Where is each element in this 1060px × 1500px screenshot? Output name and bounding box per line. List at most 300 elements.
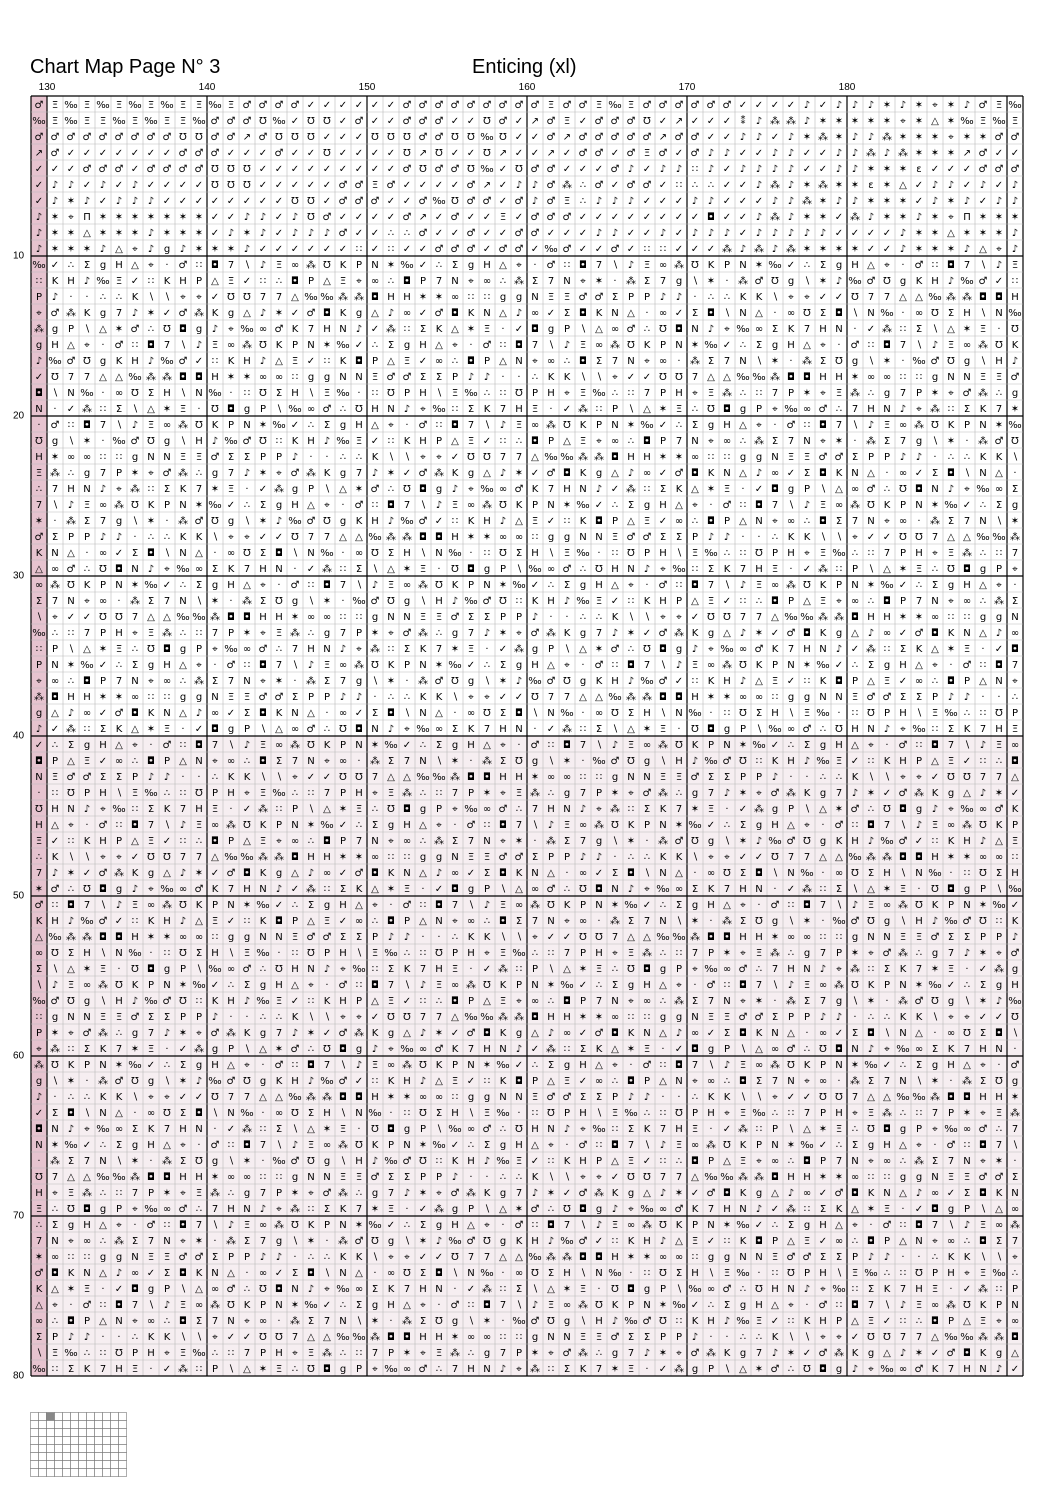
svg-text:7: 7 bbox=[84, 372, 90, 383]
svg-text:∴: ∴ bbox=[484, 660, 490, 671]
svg-text:Σ: Σ bbox=[164, 1012, 170, 1023]
svg-text:g: g bbox=[564, 1316, 570, 1327]
svg-text:Σ: Σ bbox=[308, 1316, 314, 1327]
svg-text:♂: ♂ bbox=[467, 228, 476, 239]
svg-text:∖: ∖ bbox=[756, 724, 762, 735]
svg-text:✶: ✶ bbox=[419, 1236, 427, 1247]
svg-text:‰: ‰ bbox=[336, 436, 349, 447]
svg-text:⁂: ⁂ bbox=[178, 419, 188, 431]
svg-text:✓: ✓ bbox=[35, 1108, 43, 1119]
svg-text:‰: ‰ bbox=[880, 580, 893, 591]
svg-text:Ξ: Ξ bbox=[996, 100, 1002, 111]
svg-text:P: P bbox=[772, 548, 778, 559]
svg-text:∞: ∞ bbox=[307, 404, 315, 415]
svg-text:♪: ♪ bbox=[532, 1188, 538, 1199]
svg-text:H: H bbox=[451, 1108, 459, 1119]
svg-text:g: g bbox=[612, 772, 618, 783]
svg-text:·: · bbox=[997, 1060, 1000, 1071]
svg-text:g: g bbox=[180, 644, 186, 655]
svg-text:∷: ∷ bbox=[372, 964, 378, 975]
svg-text:H: H bbox=[67, 276, 75, 287]
svg-text:∞: ∞ bbox=[851, 596, 859, 607]
svg-text:∖: ∖ bbox=[324, 484, 330, 495]
svg-text:P: P bbox=[916, 756, 922, 767]
svg-text:△: △ bbox=[835, 484, 843, 495]
svg-text:◘: ◘ bbox=[243, 1140, 251, 1151]
svg-text:✶: ✶ bbox=[451, 1332, 459, 1343]
svg-text:∞: ∞ bbox=[675, 1252, 683, 1263]
svg-text:N: N bbox=[451, 276, 458, 287]
svg-text:∞: ∞ bbox=[355, 1284, 363, 1295]
svg-text:Ξ: Ξ bbox=[436, 1348, 442, 1359]
svg-text:Ʊ: Ʊ bbox=[227, 292, 235, 303]
svg-text:K: K bbox=[676, 1220, 683, 1231]
svg-text:∖: ∖ bbox=[68, 852, 74, 863]
svg-text:·: · bbox=[69, 1300, 72, 1311]
svg-text:K: K bbox=[868, 1188, 875, 1199]
svg-text:·: · bbox=[645, 1364, 648, 1375]
svg-text:7: 7 bbox=[916, 596, 922, 607]
svg-text:✓: ✓ bbox=[755, 1220, 763, 1231]
svg-text:✓: ✓ bbox=[931, 164, 939, 175]
svg-text:△: △ bbox=[995, 1204, 1003, 1215]
svg-text:Ʊ: Ʊ bbox=[195, 788, 203, 799]
svg-text:g: g bbox=[244, 404, 250, 415]
svg-text:∖: ∖ bbox=[84, 852, 90, 863]
svg-text:↗: ↗ bbox=[419, 148, 427, 159]
svg-text:♂: ♂ bbox=[659, 676, 668, 687]
svg-text:♪: ♪ bbox=[484, 900, 490, 911]
svg-text:⌖: ⌖ bbox=[740, 900, 746, 911]
svg-text:7: 7 bbox=[388, 1188, 394, 1199]
svg-text:g: g bbox=[116, 884, 122, 895]
svg-text:△: △ bbox=[499, 1252, 507, 1263]
svg-text:∞: ∞ bbox=[67, 452, 75, 463]
svg-text:P: P bbox=[676, 596, 682, 607]
svg-text:∞: ∞ bbox=[275, 1108, 283, 1119]
svg-text:K: K bbox=[612, 612, 619, 623]
svg-text:‰: ‰ bbox=[160, 100, 173, 111]
svg-text:Ξ: Ξ bbox=[692, 548, 698, 559]
svg-text:g: g bbox=[708, 420, 714, 431]
svg-text:♂: ♂ bbox=[179, 1204, 188, 1215]
svg-text:‰: ‰ bbox=[480, 484, 493, 495]
svg-text:♂: ♂ bbox=[35, 900, 44, 911]
svg-text:∴: ∴ bbox=[900, 1060, 906, 1071]
svg-text:✓: ✓ bbox=[691, 212, 699, 223]
svg-text:‰: ‰ bbox=[752, 1108, 765, 1119]
svg-text:♂: ♂ bbox=[819, 404, 828, 415]
svg-text:P: P bbox=[964, 1204, 970, 1215]
svg-text:P: P bbox=[900, 596, 906, 607]
svg-text:P: P bbox=[164, 500, 170, 511]
svg-text:♪: ♪ bbox=[660, 1188, 666, 1199]
svg-text:H: H bbox=[483, 260, 491, 271]
svg-text:Ξ: Ξ bbox=[52, 772, 58, 783]
svg-text:✶: ✶ bbox=[627, 1252, 635, 1263]
svg-text:g: g bbox=[820, 788, 826, 799]
svg-text:7: 7 bbox=[292, 756, 298, 767]
svg-text:Ʊ: Ʊ bbox=[787, 1268, 795, 1279]
svg-text:∷: ∷ bbox=[516, 964, 522, 975]
svg-text:g: g bbox=[532, 644, 538, 655]
svg-text:N: N bbox=[963, 900, 970, 911]
svg-text:⌖: ⌖ bbox=[532, 932, 538, 943]
svg-text:◘: ◘ bbox=[835, 308, 843, 319]
svg-text:⁂: ⁂ bbox=[930, 515, 940, 527]
svg-text:♪: ♪ bbox=[836, 1012, 842, 1023]
svg-text:♪: ♪ bbox=[116, 900, 122, 911]
svg-text:Ʊ: Ʊ bbox=[835, 356, 843, 367]
svg-text:⁂: ⁂ bbox=[322, 1347, 332, 1359]
svg-text:H: H bbox=[371, 404, 379, 415]
svg-text:♂: ♂ bbox=[307, 516, 316, 527]
svg-text:Ʊ: Ʊ bbox=[387, 1012, 395, 1023]
svg-text:♪: ♪ bbox=[868, 836, 874, 847]
svg-text:✓: ✓ bbox=[531, 580, 539, 591]
svg-text:♪: ♪ bbox=[212, 436, 218, 447]
svg-text:✓: ✓ bbox=[1011, 788, 1019, 799]
svg-text:Ʊ: Ʊ bbox=[851, 292, 859, 303]
svg-text:∴: ∴ bbox=[1012, 1268, 1018, 1279]
svg-text:Ξ: Ξ bbox=[564, 820, 570, 831]
svg-text:Ʊ: Ʊ bbox=[867, 500, 875, 511]
svg-text:K: K bbox=[468, 724, 475, 735]
svg-text:∷: ∷ bbox=[900, 372, 906, 383]
svg-text:∞: ∞ bbox=[531, 420, 539, 431]
svg-text:♂: ♂ bbox=[419, 420, 428, 431]
svg-text:✶: ✶ bbox=[947, 116, 955, 127]
svg-text:N: N bbox=[787, 868, 794, 879]
svg-text:✓: ✓ bbox=[291, 244, 299, 255]
svg-text:∷: ∷ bbox=[308, 788, 314, 799]
svg-text:Ʊ: Ʊ bbox=[243, 180, 251, 191]
svg-text:⌖: ⌖ bbox=[308, 1188, 314, 1199]
svg-text:Ʊ: Ʊ bbox=[467, 164, 475, 175]
svg-text:∴: ∴ bbox=[932, 676, 938, 687]
svg-text:7: 7 bbox=[164, 1124, 170, 1135]
svg-text:△: △ bbox=[579, 644, 587, 655]
svg-text:‰: ‰ bbox=[480, 1012, 493, 1023]
svg-text:⌖: ⌖ bbox=[564, 660, 570, 671]
svg-text:✓: ✓ bbox=[419, 180, 427, 191]
svg-text:✓: ✓ bbox=[547, 516, 555, 527]
svg-text:Ξ: Ξ bbox=[676, 1140, 682, 1151]
svg-text:K: K bbox=[308, 1220, 315, 1231]
svg-text:✶: ✶ bbox=[723, 1220, 731, 1231]
svg-text:△: △ bbox=[723, 628, 731, 639]
svg-text:7: 7 bbox=[276, 292, 282, 303]
svg-text:✶: ✶ bbox=[931, 212, 939, 223]
svg-text:⁂: ⁂ bbox=[322, 563, 332, 575]
svg-text:Ʊ: Ʊ bbox=[499, 500, 507, 511]
svg-text:‰: ‰ bbox=[272, 116, 285, 127]
svg-text:⁂: ⁂ bbox=[610, 803, 620, 815]
svg-text:∖: ∖ bbox=[724, 580, 730, 591]
svg-text:∷: ∷ bbox=[708, 452, 714, 463]
svg-text:△: △ bbox=[963, 1060, 971, 1071]
svg-text:‰: ‰ bbox=[624, 1316, 637, 1327]
svg-text:♂: ♂ bbox=[419, 196, 428, 207]
svg-text:∖: ∖ bbox=[260, 724, 266, 735]
svg-text:⌖: ⌖ bbox=[948, 132, 954, 143]
svg-text:∴: ∴ bbox=[436, 628, 442, 639]
svg-text:·: · bbox=[453, 1284, 456, 1295]
svg-text:✓: ✓ bbox=[627, 228, 635, 239]
svg-text:◘: ◘ bbox=[115, 932, 123, 943]
svg-text:✶: ✶ bbox=[243, 372, 251, 383]
svg-text:◘: ◘ bbox=[179, 324, 187, 335]
svg-text:⌖: ⌖ bbox=[676, 612, 682, 623]
svg-text:✓: ✓ bbox=[675, 196, 683, 207]
svg-text:g: g bbox=[500, 1188, 506, 1199]
svg-text:♂: ♂ bbox=[435, 132, 444, 143]
svg-text:∷: ∷ bbox=[484, 292, 490, 303]
svg-text:·: · bbox=[821, 916, 824, 927]
svg-text:∷: ∷ bbox=[612, 548, 618, 559]
svg-text:✓: ✓ bbox=[547, 932, 555, 943]
svg-text:∴: ∴ bbox=[532, 948, 538, 959]
svg-text:✓: ✓ bbox=[467, 116, 475, 127]
svg-text:✶: ✶ bbox=[1011, 1092, 1019, 1103]
svg-text:✓: ✓ bbox=[275, 196, 283, 207]
svg-text:Ξ: Ξ bbox=[900, 884, 906, 895]
svg-text:g: g bbox=[436, 484, 442, 495]
svg-text:·: · bbox=[949, 868, 952, 879]
svg-text:∖: ∖ bbox=[148, 292, 154, 303]
svg-text:∷: ∷ bbox=[916, 740, 922, 751]
svg-text:·: · bbox=[629, 1060, 632, 1071]
svg-text:‰: ‰ bbox=[384, 1364, 397, 1375]
svg-text:△: △ bbox=[307, 916, 315, 927]
svg-text:H: H bbox=[995, 724, 1003, 735]
svg-text:♪: ♪ bbox=[868, 420, 874, 431]
svg-text:∷: ∷ bbox=[740, 500, 746, 511]
svg-text:✶: ✶ bbox=[995, 788, 1003, 799]
svg-text:Σ: Σ bbox=[436, 372, 442, 383]
svg-text:N: N bbox=[483, 580, 490, 591]
svg-text:✓: ✓ bbox=[147, 180, 155, 191]
svg-text:△: △ bbox=[771, 1300, 779, 1311]
svg-text:✓: ✓ bbox=[211, 212, 219, 223]
svg-text:Σ: Σ bbox=[628, 708, 634, 719]
svg-text:N: N bbox=[371, 260, 378, 271]
svg-text:Ξ: Ξ bbox=[612, 1220, 618, 1231]
svg-text:g: g bbox=[836, 628, 842, 639]
svg-text:g: g bbox=[708, 836, 714, 847]
svg-text:N: N bbox=[179, 596, 186, 607]
svg-text:‰: ‰ bbox=[928, 868, 941, 879]
svg-text:H: H bbox=[611, 676, 619, 687]
svg-text:△: △ bbox=[371, 996, 379, 1007]
svg-text:∷: ∷ bbox=[884, 1172, 890, 1183]
svg-text:P: P bbox=[484, 884, 490, 895]
svg-text:∴: ∴ bbox=[52, 628, 58, 639]
svg-text:∞: ∞ bbox=[403, 1364, 411, 1375]
svg-text:H: H bbox=[947, 1060, 955, 1071]
svg-text:✓: ✓ bbox=[291, 420, 299, 431]
svg-text:∞: ∞ bbox=[595, 340, 603, 351]
svg-text:∷: ∷ bbox=[900, 1268, 906, 1279]
svg-text:Ξ: Ξ bbox=[212, 916, 218, 927]
svg-text:♪: ♪ bbox=[756, 212, 762, 223]
svg-text:✶: ✶ bbox=[915, 148, 923, 159]
svg-text:P: P bbox=[676, 964, 682, 975]
svg-text:·: · bbox=[901, 308, 904, 319]
svg-text:H: H bbox=[355, 788, 363, 799]
svg-text:△: △ bbox=[995, 836, 1003, 847]
svg-text:◘: ◘ bbox=[947, 884, 955, 895]
svg-text:∷: ∷ bbox=[436, 420, 442, 431]
svg-text:✓: ✓ bbox=[787, 1092, 795, 1103]
svg-text:⌖: ⌖ bbox=[708, 436, 714, 447]
svg-text:♪: ♪ bbox=[804, 500, 810, 511]
svg-text:◘: ◘ bbox=[835, 1044, 843, 1055]
svg-text:∞: ∞ bbox=[515, 532, 523, 543]
svg-text:⁂: ⁂ bbox=[994, 1331, 1004, 1343]
svg-text:∷: ∷ bbox=[644, 244, 650, 255]
svg-text:P: P bbox=[52, 644, 58, 655]
svg-text:H: H bbox=[35, 452, 43, 463]
svg-text:♪: ♪ bbox=[900, 244, 906, 255]
svg-text:K: K bbox=[180, 484, 187, 495]
svg-text:∴: ∴ bbox=[164, 1316, 170, 1327]
svg-text:◘: ◘ bbox=[387, 500, 395, 511]
svg-text:✓: ✓ bbox=[499, 692, 507, 703]
svg-text:◘: ◘ bbox=[291, 276, 299, 287]
svg-text:⁂: ⁂ bbox=[210, 611, 220, 623]
svg-text:⌖: ⌖ bbox=[292, 772, 298, 783]
svg-text:P: P bbox=[84, 1316, 90, 1327]
svg-text:Σ: Σ bbox=[260, 500, 266, 511]
svg-text:△: △ bbox=[131, 260, 139, 271]
svg-text:∖: ∖ bbox=[996, 1252, 1002, 1263]
svg-text:Ʊ: Ʊ bbox=[419, 164, 427, 175]
svg-text:♂: ♂ bbox=[979, 276, 988, 287]
svg-text:♪: ♪ bbox=[964, 100, 970, 111]
svg-text:♪: ♪ bbox=[372, 468, 378, 479]
svg-text:♂: ♂ bbox=[1011, 164, 1020, 175]
svg-text:g: g bbox=[100, 308, 106, 319]
svg-text:⌖: ⌖ bbox=[212, 756, 218, 767]
svg-text:✓: ✓ bbox=[707, 1028, 715, 1039]
svg-text:◘: ◘ bbox=[547, 1220, 555, 1231]
svg-text:♪: ♪ bbox=[580, 804, 586, 815]
svg-text:K: K bbox=[564, 628, 571, 639]
svg-text:N: N bbox=[371, 836, 378, 847]
svg-text:⁂: ⁂ bbox=[386, 531, 396, 543]
svg-text:♪: ♪ bbox=[836, 164, 842, 175]
svg-text:7: 7 bbox=[404, 756, 410, 767]
svg-text:⁂: ⁂ bbox=[978, 387, 988, 399]
svg-text:∖: ∖ bbox=[452, 692, 458, 703]
svg-text:♪: ♪ bbox=[788, 980, 794, 991]
svg-text:⌖: ⌖ bbox=[500, 836, 506, 847]
svg-text:K: K bbox=[804, 1316, 811, 1327]
svg-text:7: 7 bbox=[660, 1172, 666, 1183]
svg-text:♪: ♪ bbox=[324, 436, 330, 447]
svg-text:∷: ∷ bbox=[580, 772, 586, 783]
svg-text:∞: ∞ bbox=[659, 1252, 667, 1263]
svg-text:♪: ♪ bbox=[276, 516, 282, 527]
svg-text:✓: ✓ bbox=[403, 740, 411, 751]
svg-text:✓: ✓ bbox=[227, 708, 235, 719]
svg-text:◘: ◘ bbox=[131, 1284, 139, 1295]
svg-text:∖: ∖ bbox=[340, 1108, 346, 1119]
svg-text:‰: ‰ bbox=[928, 980, 941, 991]
svg-text:K: K bbox=[836, 1204, 843, 1215]
svg-text:N: N bbox=[755, 884, 762, 895]
svg-text:‰: ‰ bbox=[128, 372, 141, 383]
svg-text:Ξ: Ξ bbox=[532, 1092, 538, 1103]
svg-text:♪: ♪ bbox=[244, 244, 250, 255]
svg-text:∞: ∞ bbox=[1011, 1316, 1019, 1327]
svg-text:◘: ◘ bbox=[883, 596, 891, 607]
svg-text:Ξ: Ξ bbox=[644, 148, 650, 159]
svg-text:K: K bbox=[228, 772, 235, 783]
svg-text:7: 7 bbox=[36, 868, 42, 879]
svg-text:✶: ✶ bbox=[163, 932, 171, 943]
svg-text:·: · bbox=[773, 420, 776, 431]
svg-text:⌖: ⌖ bbox=[980, 1108, 986, 1119]
svg-text:‰: ‰ bbox=[640, 420, 653, 431]
svg-text:7: 7 bbox=[852, 1092, 858, 1103]
svg-text:✶: ✶ bbox=[931, 500, 939, 511]
svg-text:g: g bbox=[340, 468, 346, 479]
svg-text:∞: ∞ bbox=[131, 1268, 139, 1279]
svg-text:♂: ♂ bbox=[227, 868, 236, 879]
svg-text:♂: ♂ bbox=[435, 164, 444, 175]
svg-text:✶: ✶ bbox=[243, 228, 251, 239]
svg-text:⌖: ⌖ bbox=[628, 996, 634, 1007]
svg-text:K: K bbox=[116, 724, 123, 735]
svg-text:H: H bbox=[819, 1268, 827, 1279]
svg-text:♂: ♂ bbox=[803, 724, 812, 735]
svg-text:‰: ‰ bbox=[336, 340, 349, 351]
svg-text:✶: ✶ bbox=[595, 276, 603, 287]
svg-text:∴: ∴ bbox=[420, 836, 426, 847]
svg-text:‰: ‰ bbox=[736, 324, 749, 335]
svg-text:♂: ♂ bbox=[611, 756, 620, 767]
svg-text:P: P bbox=[484, 356, 490, 367]
svg-text:∴: ∴ bbox=[260, 1012, 266, 1023]
svg-text:g: g bbox=[244, 932, 250, 943]
svg-text:g: g bbox=[324, 900, 330, 911]
svg-text:△: △ bbox=[867, 884, 875, 895]
svg-text:♪: ♪ bbox=[996, 628, 1002, 639]
svg-text:♪: ♪ bbox=[516, 676, 522, 687]
svg-text:K: K bbox=[964, 1252, 971, 1263]
svg-text:∞: ∞ bbox=[899, 420, 907, 431]
svg-text:·: · bbox=[773, 884, 776, 895]
svg-text:∷: ∷ bbox=[612, 1124, 618, 1135]
svg-text:g: g bbox=[852, 356, 858, 367]
svg-text:⁂: ⁂ bbox=[962, 291, 972, 303]
svg-text:‰: ‰ bbox=[272, 420, 285, 431]
svg-text:Σ: Σ bbox=[516, 1284, 522, 1295]
svg-text:♪: ♪ bbox=[532, 196, 538, 207]
svg-text:✓: ✓ bbox=[195, 724, 203, 735]
svg-text:·: · bbox=[709, 916, 712, 927]
svg-text:◘: ◘ bbox=[403, 1332, 411, 1343]
svg-text:ε: ε bbox=[916, 164, 921, 175]
svg-text:✓: ✓ bbox=[419, 244, 427, 255]
svg-text:∖: ∖ bbox=[980, 356, 986, 367]
svg-text:∞: ∞ bbox=[819, 980, 827, 991]
svg-text:N: N bbox=[595, 1268, 602, 1279]
svg-text:♪: ♪ bbox=[740, 580, 746, 591]
svg-text:✶: ✶ bbox=[99, 212, 107, 223]
